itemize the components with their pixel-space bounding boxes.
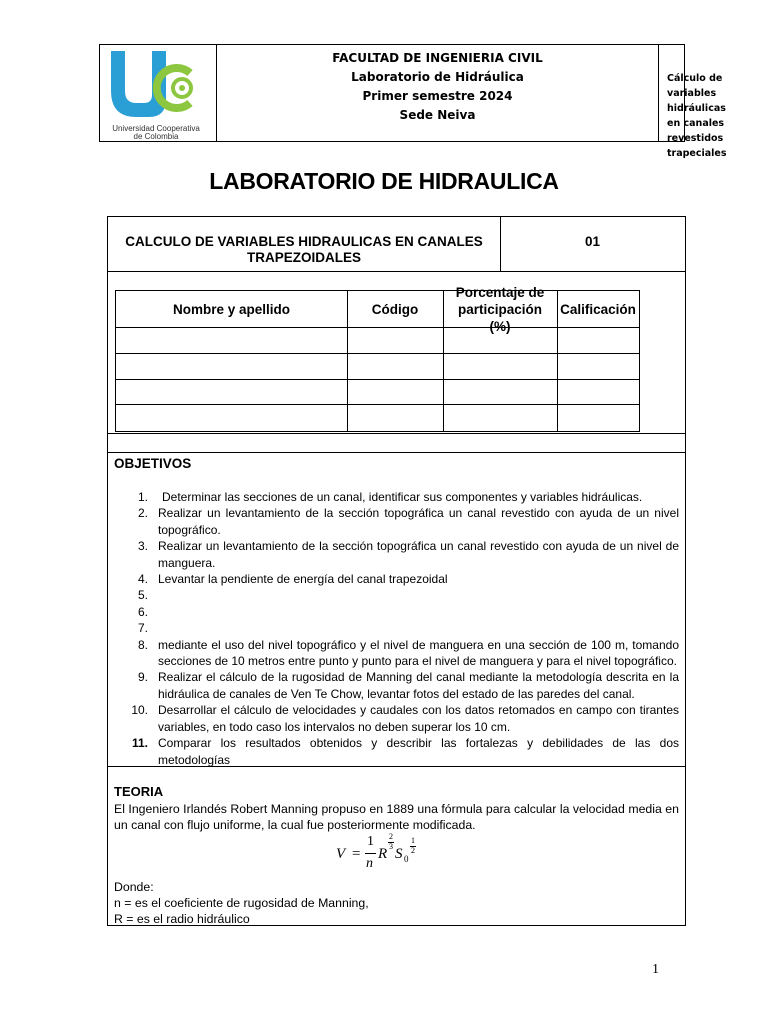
page-number: 1 (652, 962, 659, 977)
formula-r: R (378, 846, 388, 862)
column-header-code: Código (371, 301, 419, 317)
formula-s: S (395, 846, 403, 862)
objective-text (158, 620, 679, 636)
objective-item (108, 620, 687, 636)
donde-lines (114, 879, 369, 927)
divider (108, 766, 685, 767)
students-table (115, 284, 640, 432)
objective-number: 1. (137, 490, 148, 504)
objective-number: 8. (137, 637, 148, 652)
objective-number: 5. (137, 588, 148, 603)
column-divider (557, 291, 558, 431)
column-header-grade: Calificación (560, 301, 636, 317)
objectives-list (108, 489, 687, 768)
objective-text (158, 604, 679, 620)
objective-item (108, 669, 687, 702)
theory-heading: TEORIA (114, 784, 164, 799)
lab-name: Laboratorio de Hidráulica (351, 70, 524, 84)
formula-numerator: 1 (367, 834, 374, 849)
table-row[interactable] (116, 353, 639, 354)
objective-item (108, 735, 687, 768)
logo-cell (100, 45, 217, 141)
objective-text (158, 587, 679, 603)
objective-item (108, 637, 687, 670)
semester: Primer semestre 2024 (362, 89, 513, 103)
objective-item (108, 571, 687, 587)
header-right (659, 45, 727, 159)
theory-paragraph: El Ingeniero Irlandés Robert Manning propuso en 1889 una fórmula para calcular la velocidad media en un canal con flujo uniforme, la cual fue posteriormente modificada. (114, 802, 679, 832)
r-exponent-den: 3 (389, 842, 393, 851)
fraction-bar (365, 853, 376, 854)
doc-topic-line-3: revestidos trapeciales (667, 133, 727, 159)
objective-number: 7. (137, 621, 148, 636)
logo-line-2: de Colombia (133, 132, 179, 141)
s-exponent-den: 2 (411, 846, 415, 855)
donde-label: Donde: (114, 880, 154, 894)
table-row[interactable] (116, 404, 639, 405)
objective-number: 9. (137, 670, 148, 685)
lab-form-frame (107, 216, 686, 926)
lab-subtitle-line-2: TRAPEZOIDALES (246, 250, 361, 265)
objective-number: 6. (137, 604, 148, 619)
objective-text: Realizar un levantamiento de la sección topográfica un canal revestido con ayuda de un nivel de manguera. (158, 539, 679, 570)
formula-equals: = (352, 846, 361, 862)
objective-item (108, 538, 687, 571)
lab-subtitle-line-1: CALCULO DE VARIABLES HIDRAULICAS EN CANALES (125, 234, 483, 249)
column-divider (443, 291, 444, 431)
objective-text: Realizar el cálculo de la rugosidad de Manning del canal mediante la metodología descrita en la hidráulica de canales de Ven Te Chow, levantar fotos del estado de las paredes del canal. (158, 670, 679, 701)
objective-text: Desarrollar el cálculo de velocidades y caudales con los datos retomados en campo con tirantes variables, en todo caso los intervalos no deben superar los 10 cm. (158, 703, 679, 734)
doc-topic-line-2: hidráulicas en canales (667, 103, 726, 129)
objective-item (108, 604, 687, 620)
lab-number: 01 (584, 234, 601, 249)
objective-number: 11. (131, 736, 148, 751)
formula-denominator: n (366, 856, 373, 871)
divider (108, 452, 685, 453)
definition-r: R = es el radio hidráulico (114, 912, 250, 926)
objective-text: mediante el uso del nivel topográfico y el nivel de manguera en una sección de 100 m, tomando secciones de 10 metros entre punto y punto para el nivel de manguera y para el nivel topográfico. (158, 637, 679, 669)
objective-item (108, 702, 687, 735)
divider (108, 271, 685, 272)
header-center (217, 45, 659, 141)
s-exponent-num: 1 (411, 836, 415, 845)
lab-subtitle (108, 234, 500, 266)
objective-number: 2. (137, 506, 148, 521)
doc-topic-line-1: Cálculo de variables (667, 73, 723, 99)
table-row[interactable] (116, 327, 639, 328)
r-exponent-num: 2 (389, 832, 393, 841)
objective-item (108, 489, 687, 505)
logo-line-1: Universidad Cooperativa (112, 124, 200, 133)
formula-v: V (336, 846, 346, 862)
objective-text: Comparar los resultados obtenidos y describir las fortalezas y debilidades de las dos metodologías (158, 736, 679, 767)
objective-item (108, 587, 687, 603)
objectives-heading: OBJETIVOS (114, 456, 192, 471)
objective-text: Determinar las secciones de un canal, identificar sus componentes y variables hidráulicas. (162, 490, 643, 504)
column-header-name: Nombre y apellido (172, 301, 291, 317)
university-logo (100, 45, 217, 143)
definition-n: n = es el coeficiente de rugosidad de Manning, (114, 896, 369, 910)
objective-number: 3. (137, 539, 148, 554)
objective-item (108, 505, 687, 538)
page-title: LABORATORIO DE HIDRAULICA (209, 168, 559, 194)
divider (108, 433, 685, 434)
objective-number: 10. (131, 703, 148, 718)
table-row[interactable] (116, 379, 639, 380)
objective-text: Levantar la pendiente de energía del canal trapezoidal (158, 572, 448, 587)
column-divider (347, 291, 348, 431)
document-header (99, 44, 727, 159)
objective-text: Realizar un levantamiento de la sección topográfica un canal revestido con ayuda de un nivel topográfico. (158, 506, 679, 537)
manning-formula (334, 834, 424, 876)
campus: Sede Neiva (399, 108, 476, 122)
column-header-participation: Porcentaje de participación (%) (455, 284, 545, 334)
formula-s-subscript: 0 (404, 854, 409, 864)
objective-number: 4. (137, 572, 148, 587)
faculty-name: FACULTAD DE INGENIERIA CIVIL (332, 51, 543, 65)
